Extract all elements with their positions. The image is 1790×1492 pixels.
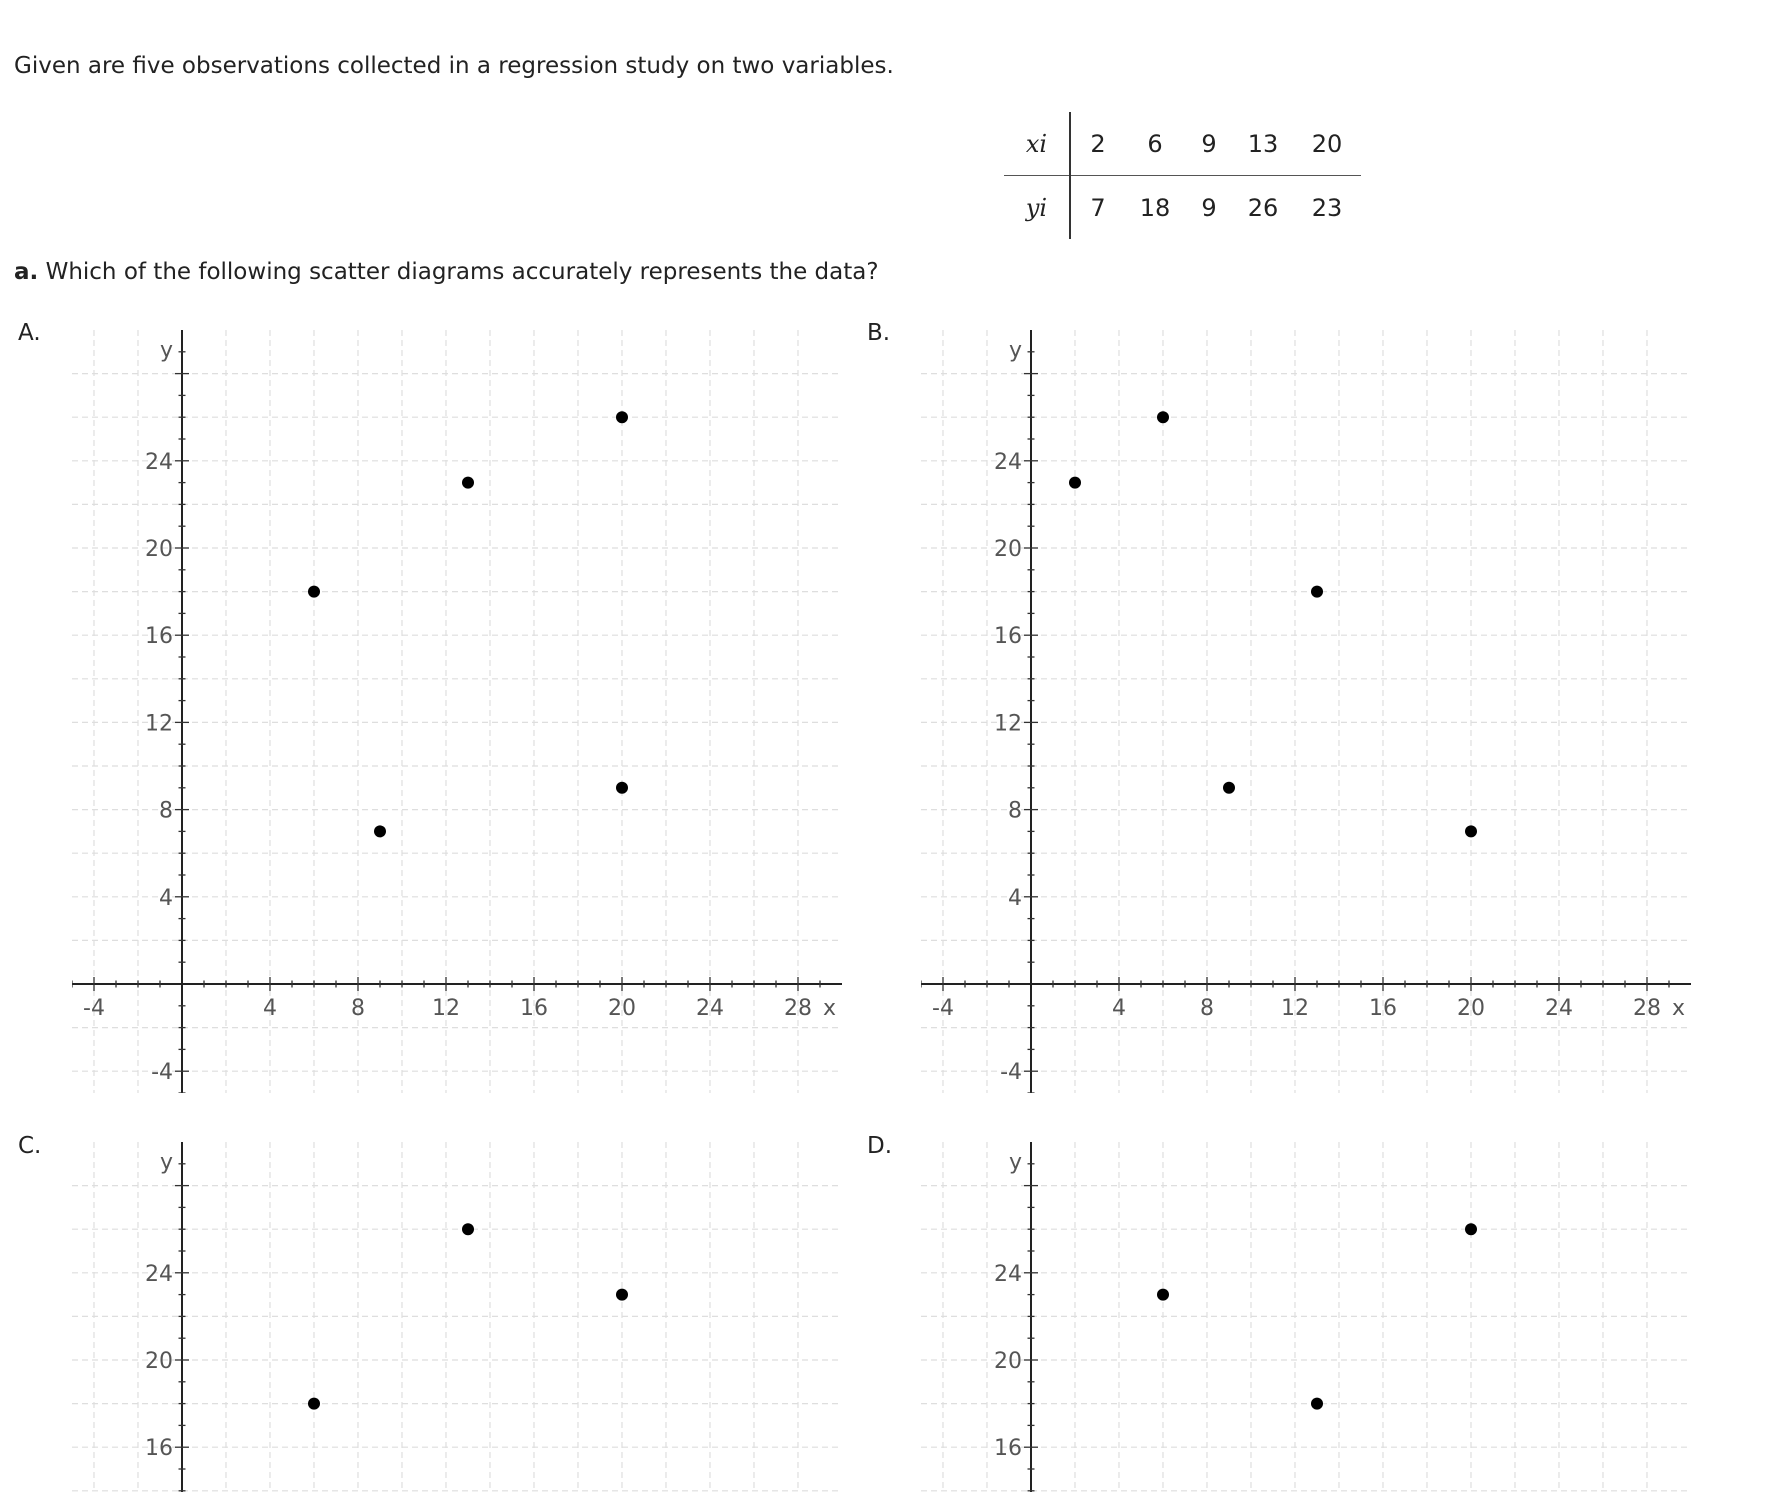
y-tick-label: -4 (151, 1060, 173, 1086)
grid (921, 1142, 1691, 1492)
axes (921, 1142, 1691, 1492)
x-value-2: 6 (1125, 112, 1185, 176)
question-text: Which of the following scatter diagrams accurately represents the data? (38, 259, 879, 285)
x-value-3: 9 (1185, 112, 1233, 176)
x-tick-label: 28 (1633, 996, 1661, 1021)
x-tick-label: -4 (83, 996, 105, 1021)
y-tick-label: 4 (1008, 885, 1022, 911)
data-point (1311, 586, 1323, 598)
y-tick-label: 20 (145, 1349, 173, 1374)
x-tick-label: 8 (351, 996, 365, 1021)
data-point (462, 477, 474, 489)
x-tick-label: 20 (1457, 996, 1485, 1021)
y-tick-label: -4 (1000, 1060, 1022, 1086)
x-value-5: 20 (1293, 112, 1361, 176)
x-value-4: 13 (1233, 112, 1293, 176)
data-point (308, 1398, 320, 1410)
scatter-plot-c (72, 1142, 842, 1492)
x-variable-label: xi (1004, 112, 1070, 176)
y-tick-label: 16 (145, 1436, 173, 1462)
table-row-y (1004, 176, 1361, 240)
y-tick-label: 20 (145, 537, 173, 562)
y-axis-label: y (1008, 1150, 1022, 1175)
observations-table (1004, 112, 1361, 239)
x-axis-label: x (823, 996, 837, 1021)
grid (72, 1142, 842, 1492)
y-axis-label: y (159, 338, 173, 363)
x-tick-label: -4 (932, 996, 954, 1021)
x-tick-label: 20 (608, 996, 636, 1021)
y-tick-label: 24 (145, 1261, 173, 1287)
y-axis-label: y (1008, 338, 1022, 363)
y-tick-label: 8 (1008, 798, 1022, 824)
data-point (308, 586, 320, 598)
data-point (616, 411, 628, 423)
data-point (616, 782, 628, 794)
option-b-label[interactable]: B. (867, 320, 891, 346)
x-tick-label: 16 (1369, 996, 1397, 1021)
data-point (462, 1223, 474, 1235)
x-axis-label: x (1672, 996, 1686, 1021)
question-prefix: a. (14, 259, 39, 285)
y-tick-label: 12 (145, 711, 173, 737)
y-tick-label: 24 (145, 449, 173, 475)
y-value-4: 26 (1247, 193, 1279, 222)
problem-intro: Given are five observations collected in a regression study on two variables. (14, 53, 894, 79)
x-tick-label: 4 (263, 996, 277, 1021)
x-tick-label: 24 (696, 996, 724, 1021)
data-point (1157, 411, 1169, 423)
data-point (1465, 1223, 1477, 1235)
data-point (1465, 825, 1477, 837)
y-tick-label: 16 (994, 1436, 1022, 1462)
y-axis-label: y (159, 1150, 173, 1175)
axes (72, 330, 842, 1093)
data-point (1069, 477, 1081, 489)
y-tick-label: 24 (994, 1261, 1022, 1287)
data-point (616, 1289, 628, 1301)
data-point (374, 825, 386, 837)
y-tick-label: 8 (159, 798, 173, 824)
option-c-label[interactable]: C. (18, 1133, 42, 1159)
y-tick-label: 16 (145, 624, 173, 650)
x-tick-label: 24 (1545, 996, 1573, 1021)
option-a-label[interactable]: A. (18, 320, 41, 346)
data-point (1311, 1398, 1323, 1410)
y-variable-label: yi (1004, 176, 1070, 240)
grid (921, 330, 1691, 1093)
data-point (1157, 1289, 1169, 1301)
y-tick-label: 20 (994, 1349, 1022, 1374)
axes (72, 1142, 842, 1492)
x-tick-label: 4 (1112, 996, 1126, 1021)
y-tick-label: 24 (994, 449, 1022, 475)
y-tick-label: 16 (994, 624, 1022, 650)
option-d-label[interactable]: D. (867, 1133, 893, 1159)
x-tick-label: 28 (784, 996, 812, 1021)
y-value-3: 9 (1201, 193, 1217, 222)
data-point (1223, 782, 1235, 794)
y-tick-label: 20 (994, 537, 1022, 562)
x-tick-label: 8 (1200, 996, 1214, 1021)
question-a (14, 259, 879, 285)
y-value-5: 23 (1311, 193, 1343, 222)
y-tick-label: 4 (159, 885, 173, 911)
scatter-plot-d (921, 1142, 1691, 1492)
y-value-1: 7 (1090, 193, 1106, 222)
x-tick-label: 12 (432, 996, 460, 1021)
y-value-2: 18 (1139, 193, 1171, 222)
table-row-x (1004, 112, 1361, 176)
x-tick-label: 16 (520, 996, 548, 1021)
y-tick-label: 12 (994, 711, 1022, 737)
axes (921, 330, 1691, 1093)
x-tick-label: 12 (1281, 996, 1309, 1021)
scatter-plot-a (72, 330, 842, 1093)
x-value-1: 2 (1070, 112, 1125, 176)
grid (72, 330, 842, 1093)
scatter-plot-b (921, 330, 1691, 1093)
